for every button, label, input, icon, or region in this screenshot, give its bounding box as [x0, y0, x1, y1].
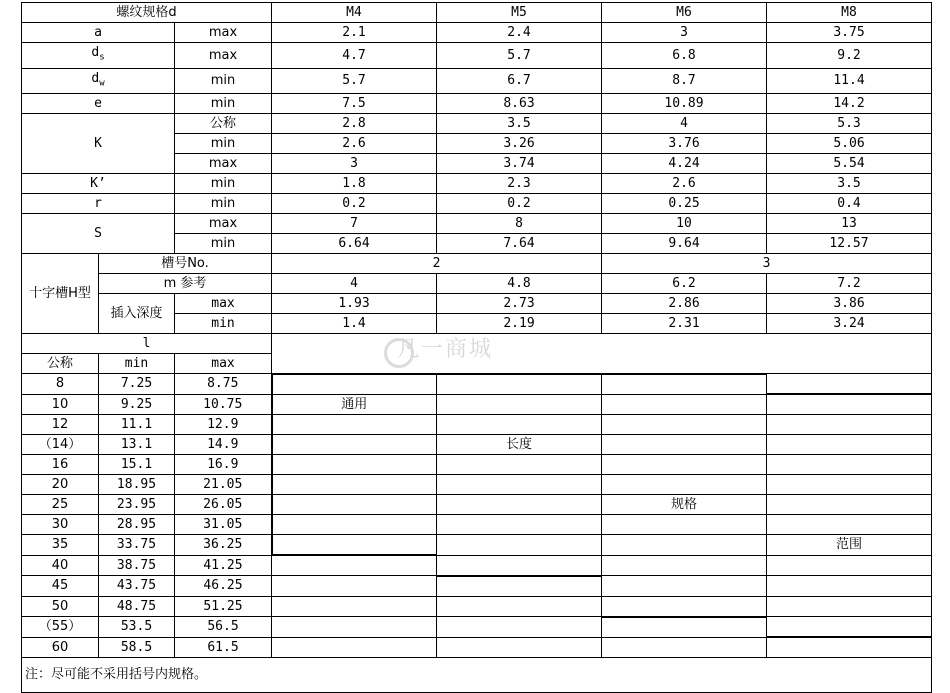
value-cell: 3.5 [767, 174, 932, 194]
value-cell: 4.7 [272, 43, 437, 69]
zone-cell [437, 617, 602, 638]
nominal-col-header: 公称 [22, 354, 99, 374]
min-length: 9.25 [99, 394, 175, 415]
zone-cell [272, 576, 437, 597]
length-row [22, 455, 932, 475]
max-length: 12.9 [175, 415, 272, 435]
value-cell: 0.25 [602, 194, 767, 214]
footnote: 注：尽可能不采用括号内规格。 [22, 658, 932, 693]
nominal-length: 12 [22, 415, 99, 435]
nominal-length: （55） [22, 617, 99, 638]
value-cell: 2.73 [437, 294, 602, 314]
value-cell: 2.86 [602, 294, 767, 314]
zone-cell [437, 576, 602, 597]
value-cell: 6.8 [602, 43, 767, 69]
recess-no-label: 槽号No. [99, 254, 272, 274]
size-header: M5 [437, 3, 602, 23]
value-cell: 3.75 [767, 23, 932, 43]
max-col-header: max [175, 354, 272, 374]
dimension-name: S [22, 214, 175, 254]
size-header: M8 [767, 3, 932, 23]
min-length: 43.75 [99, 576, 175, 597]
zone-cell [272, 435, 437, 455]
value-cell: 6.7 [437, 68, 602, 94]
value-cell: 3 [272, 154, 437, 174]
zone-cell [437, 394, 602, 415]
length-row [22, 637, 932, 658]
dimension-row [22, 23, 932, 43]
recess-row [22, 254, 932, 274]
max-length: 46.25 [175, 576, 272, 597]
spec-header: 螺纹规格d [22, 3, 272, 23]
zone-cell [767, 495, 932, 515]
nominal-length: 8 [22, 374, 99, 395]
zone-cell: 规格 [602, 495, 767, 515]
dimension-row [22, 43, 932, 69]
min-length: 7.25 [99, 374, 175, 395]
min-length: 13.1 [99, 435, 175, 455]
max-length: 26.05 [175, 495, 272, 515]
min-length: 11.1 [99, 415, 175, 435]
recess-no-value: 3 [602, 254, 932, 274]
dimension-row [22, 174, 932, 194]
zone-cell [437, 415, 602, 435]
dimension-row [22, 214, 932, 234]
min-length: 33.75 [99, 535, 175, 556]
nominal-length: 50 [22, 596, 99, 617]
limit-kind: min [175, 194, 272, 214]
dimension-name: K [22, 114, 175, 174]
value-cell: 1.8 [272, 174, 437, 194]
value-cell: 2.6 [602, 174, 767, 194]
zone-cell [602, 415, 767, 435]
recess-no-value: 2 [272, 254, 602, 274]
max-length: 36.25 [175, 535, 272, 556]
nominal-length: 45 [22, 576, 99, 597]
zone-cell [602, 617, 767, 638]
zone-cell [767, 596, 932, 617]
dimension-row [22, 114, 932, 134]
value-cell: 0.4 [767, 194, 932, 214]
zone-cell [272, 555, 437, 576]
zone-cell [767, 637, 932, 658]
dimension-name: K’ [22, 174, 175, 194]
size-header: M6 [602, 3, 767, 23]
value-cell: 0.2 [437, 194, 602, 214]
nominal-length: 20 [22, 475, 99, 495]
zone-cell [767, 617, 932, 638]
nominal-length: 40 [22, 555, 99, 576]
zone-cell [272, 475, 437, 495]
recess-row [22, 274, 932, 294]
limit-kind: min [175, 68, 272, 94]
limit-kind: max [175, 43, 272, 69]
dimension-name: r [22, 194, 175, 214]
zone-cell [272, 617, 437, 638]
value-cell: 2.6 [272, 134, 437, 154]
value-cell: 3.24 [767, 314, 932, 334]
max-length: 61.5 [175, 637, 272, 658]
nominal-length: （14） [22, 435, 99, 455]
value-cell: 3.74 [437, 154, 602, 174]
note-row [22, 658, 932, 693]
zone-cell [602, 475, 767, 495]
value-cell: 7.64 [437, 234, 602, 254]
value-cell: 9.64 [602, 234, 767, 254]
value-cell: 6.2 [602, 274, 767, 294]
zone-cell [602, 374, 767, 395]
zone-cell [767, 475, 932, 495]
zone-cell [767, 374, 932, 395]
value-cell: 2.19 [437, 314, 602, 334]
value-cell: 4.24 [602, 154, 767, 174]
recess-type-label: 十字槽H型 [22, 254, 99, 334]
zone-cell [272, 374, 437, 395]
dimension-row [22, 94, 932, 114]
limit-kind: max [175, 154, 272, 174]
zone-cell [437, 495, 602, 515]
min-length: 23.95 [99, 495, 175, 515]
max-length: 21.05 [175, 475, 272, 495]
length-row [22, 617, 932, 638]
zone-cell [272, 455, 437, 475]
dimension-name [22, 68, 175, 94]
dimension-symbol: d [91, 70, 100, 86]
value-cell: 3.86 [767, 294, 932, 314]
dimension-name [22, 43, 175, 69]
value-cell: 2.8 [272, 114, 437, 134]
value-cell: 7 [272, 214, 437, 234]
nominal-length: 16 [22, 455, 99, 475]
value-cell: 7.5 [272, 94, 437, 114]
max-length: 16.9 [175, 455, 272, 475]
zone-cell [767, 515, 932, 535]
value-cell: 2.31 [602, 314, 767, 334]
zone-cell [272, 495, 437, 515]
value-cell: 6.64 [272, 234, 437, 254]
value-cell: 8 [437, 214, 602, 234]
value-cell: 8.7 [602, 68, 767, 94]
min-col-header: min [99, 354, 175, 374]
length-row [22, 535, 932, 556]
spec-table-container [21, 2, 932, 693]
zone-cell: 长度 [437, 435, 602, 455]
zone-cell [437, 637, 602, 658]
zone-cell [602, 394, 767, 415]
watermark-area [272, 334, 932, 374]
max-length: 51.25 [175, 596, 272, 617]
value-cell: 3 [602, 23, 767, 43]
zone-cell [272, 637, 437, 658]
recess-row [22, 294, 932, 314]
value-cell: 10.89 [602, 94, 767, 114]
max-length: 10.75 [175, 394, 272, 415]
max-length: 8.75 [175, 374, 272, 395]
size-header: M4 [272, 3, 437, 23]
zone-cell [602, 596, 767, 617]
min-length: 53.5 [99, 617, 175, 638]
nominal-length: 35 [22, 535, 99, 556]
min-length: 58.5 [99, 637, 175, 658]
dimension-row [22, 194, 932, 214]
zone-cell [602, 535, 767, 556]
zone-cell [437, 455, 602, 475]
zone-cell [767, 435, 932, 455]
length-row [22, 495, 932, 515]
limit-kind: 公称 [175, 114, 272, 134]
value-cell: 2.3 [437, 174, 602, 194]
nominal-length: 10 [22, 394, 99, 415]
zone-cell [437, 596, 602, 617]
value-cell: 1.4 [272, 314, 437, 334]
limit-kind: min [175, 314, 272, 334]
value-cell: 3.5 [437, 114, 602, 134]
nominal-length: 60 [22, 637, 99, 658]
nominal-length: 30 [22, 515, 99, 535]
zone-cell [602, 555, 767, 576]
value-cell: 13 [767, 214, 932, 234]
value-cell: 9.2 [767, 43, 932, 69]
max-length: 14.9 [175, 435, 272, 455]
zone-cell [272, 415, 437, 435]
m-ref-label: m 参考 [99, 274, 272, 294]
zone-cell [767, 576, 932, 597]
value-cell: 5.06 [767, 134, 932, 154]
zone-cell [602, 515, 767, 535]
zone-cell [437, 535, 602, 556]
min-length: 28.95 [99, 515, 175, 535]
length-row [22, 576, 932, 597]
value-cell: 4 [602, 114, 767, 134]
value-cell: 5.7 [437, 43, 602, 69]
dimension-name: e [22, 94, 175, 114]
value-cell: 12.57 [767, 234, 932, 254]
nominal-length: 25 [22, 495, 99, 515]
length-row [22, 435, 932, 455]
zone-cell: 通用 [272, 394, 437, 415]
dimension-name: a [22, 23, 175, 43]
zone-cell [767, 455, 932, 475]
min-length: 48.75 [99, 596, 175, 617]
min-length: 18.95 [99, 475, 175, 495]
zone-cell [767, 415, 932, 435]
value-cell: 3.26 [437, 134, 602, 154]
zone-cell [602, 576, 767, 597]
value-cell: 4 [272, 274, 437, 294]
value-cell: 8.63 [437, 94, 602, 114]
zone-cell [767, 394, 932, 415]
zone-cell [437, 475, 602, 495]
zone-cell [602, 435, 767, 455]
limit-kind: max [175, 23, 272, 43]
value-cell: 1.93 [272, 294, 437, 314]
limit-kind: min [175, 174, 272, 194]
zone-cell [437, 374, 602, 395]
limit-kind: min [175, 94, 272, 114]
zone-cell [437, 555, 602, 576]
header-row [22, 3, 932, 23]
value-cell: 4.8 [437, 274, 602, 294]
length-row [22, 415, 932, 435]
zone-cell: 范围 [767, 535, 932, 556]
screw-spec-table [21, 2, 932, 693]
value-cell: 5.54 [767, 154, 932, 174]
limit-kind: min [175, 134, 272, 154]
dimension-row [22, 68, 932, 94]
insert-depth-label: 插入深度 [99, 294, 175, 334]
value-cell: 11.4 [767, 68, 932, 94]
value-cell: 5.3 [767, 114, 932, 134]
max-length: 31.05 [175, 515, 272, 535]
value-cell: 14.2 [767, 94, 932, 114]
value-cell: 0.2 [272, 194, 437, 214]
value-cell: 2.4 [437, 23, 602, 43]
zone-cell [602, 455, 767, 475]
zone-cell [272, 596, 437, 617]
length-header-row [22, 334, 932, 354]
value-cell: 10 [602, 214, 767, 234]
limit-kind: max [175, 294, 272, 314]
value-cell: 5.7 [272, 68, 437, 94]
watermark-text: 凡一商城 [397, 337, 494, 363]
length-label: l [22, 334, 272, 354]
length-row [22, 374, 932, 395]
zone-cell [767, 555, 932, 576]
zone-cell [602, 637, 767, 658]
zone-cell [272, 535, 437, 556]
zone-cell [437, 515, 602, 535]
value-cell: 7.2 [767, 274, 932, 294]
limit-kind: min [175, 234, 272, 254]
dimension-subscript: w [99, 78, 105, 89]
length-row [22, 555, 932, 576]
length-row [22, 515, 932, 535]
max-length: 56.5 [175, 617, 272, 638]
min-length: 38.75 [99, 555, 175, 576]
zone-cell [272, 515, 437, 535]
length-row [22, 475, 932, 495]
min-length: 15.1 [99, 455, 175, 475]
dimension-subscript: s [99, 52, 105, 63]
length-row [22, 596, 932, 617]
dimension-symbol: d [91, 45, 100, 60]
value-cell: 2.1 [272, 23, 437, 43]
limit-kind: max [175, 214, 272, 234]
length-row [22, 394, 932, 415]
value-cell: 3.76 [602, 134, 767, 154]
max-length: 41.25 [175, 555, 272, 576]
